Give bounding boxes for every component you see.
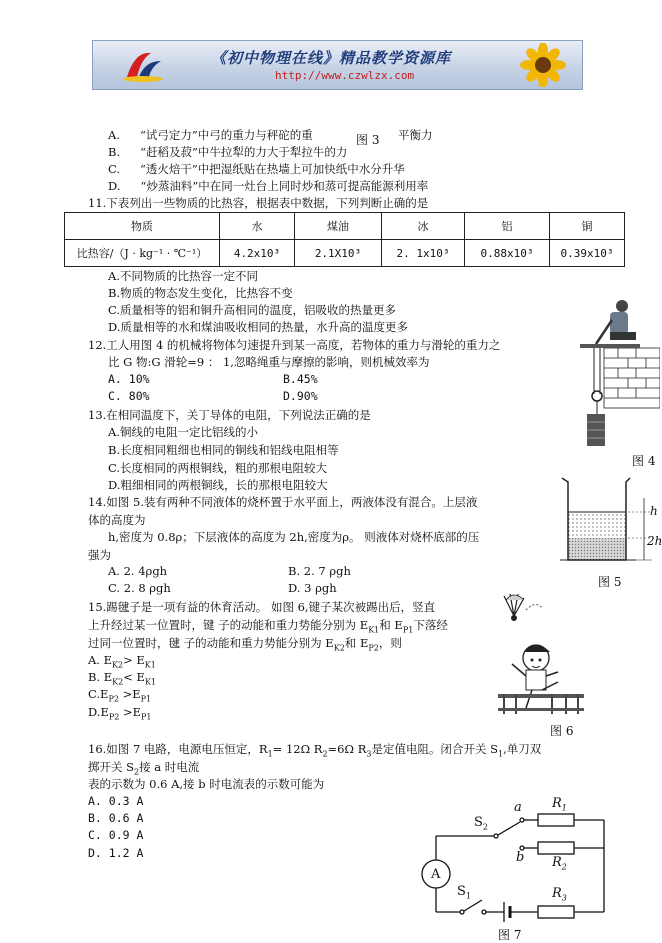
- table-header-cell: 铜: [550, 213, 625, 240]
- q15-option-d: $D.E_{P2} >E_{P1}$: [88, 705, 152, 722]
- table-cell: 2.1X10³: [295, 240, 382, 267]
- q13-option-a: A.铜线的电阻一定比铝线的小: [108, 425, 258, 439]
- q12-stem-line2: 比 G 物:G 滑轮=9 ： 1,忽略绳重与摩擦的影响，则机械效率为: [108, 355, 430, 369]
- q14-option-c: C. 2. 8 ρgh: [108, 581, 171, 595]
- fig5-2h-label: 2h: [647, 534, 662, 548]
- q12-option-c: C. 80%: [108, 389, 150, 403]
- q16-stem-line1: 16.如图 7 电路，电源电压恒定，$R_1= 12\Omega$ $R_2=6\Omega$ $R_3$是定值电阻。闭合开关 $S_1$,单刀双: [88, 742, 542, 759]
- table-cell: 4.2x10³: [220, 240, 295, 267]
- fig3-label: 图 3: [356, 133, 380, 147]
- q13-option-d: D.粗细相同的两根铜线，长的那根电阻较大: [108, 478, 328, 492]
- q16-stem-line3: 表的示数为 0.6 A,接 b 时电流表的示数可能为: [88, 777, 325, 791]
- q11-option-a: A.不同物质的比热容一定不同: [108, 269, 258, 283]
- ammeter-label: A: [431, 867, 441, 882]
- q11-option-b: B.物质的物态发生变化，比热容不变: [108, 286, 293, 300]
- q15-option-c: $C.E_{P2} >E_{P1}$: [88, 687, 152, 704]
- q12-option-a: A. 10%: [108, 372, 150, 386]
- resistor-r2-label: $R_2$: [552, 855, 567, 872]
- table-header-cell: 物质: [65, 213, 220, 240]
- q14-stem-line3: h,密度为 0.8ρ；下层液体的高度为 2h,密度为ρ。 则液体对烧杯底部的压: [108, 530, 480, 544]
- fig5-beaker-diagram: [556, 474, 660, 568]
- q14-option-a: A. 2. 4ρgh: [108, 564, 168, 578]
- table-header-cell: 铝: [465, 213, 550, 240]
- q11-option-d: D.质量相等的水和煤油吸收相同的热量，水升高的温度更多: [108, 320, 408, 334]
- q10-option-b: B. “赶稻及菽”中牛拉犁的力大于犁拉牛的力: [108, 145, 348, 159]
- q16-option-c: C. 0.9 A: [88, 828, 144, 842]
- q15-stem-line2: 上升经过某一位置时，键 子的动能和重力势能分别为 $E_{K1}$和 $E_{P1}$下落经: [88, 618, 448, 635]
- fig7-circuit-diagram: [420, 798, 620, 936]
- table-header-row: [65, 213, 625, 240]
- fig5-label: 图 5: [598, 575, 622, 589]
- table-header-cell: 煤油: [295, 213, 382, 240]
- q12-stem-line1: 12.工人用图 4 的机械将物体匀速提升到某一高度，若物体的重力与滑轮的重力之: [88, 338, 501, 352]
- q16-stem-line2: 掷开关 $S_2$接 a 时电流: [88, 760, 200, 777]
- q12-option-d: D.90%: [283, 389, 318, 403]
- q14-stem-line2: 体的高度为: [88, 513, 146, 527]
- q15-stem-line3: 过同一位置时，毽 子的动能和重力势能分别为 $E_{K2}$和 $E_{P2}$，则: [88, 636, 402, 653]
- q10-option-c: C. “透火焙干”中把湿纸贴在热墙上可加快纸中水分升华: [108, 162, 405, 176]
- q15-option-a: A. $E_{K2}> E_{K1}$: [88, 653, 156, 670]
- q13-option-b: B.长度相同粗细也相同的铜线和铝线电阻相等: [108, 443, 339, 457]
- q13-stem: 13.在相同温度下，关丁导体的电阻，下列说法正确的是: [88, 408, 371, 422]
- terminal-b-label: b: [516, 850, 525, 865]
- sunflower-icon: [511, 43, 575, 87]
- q15-option-b: B. $E_{K2}< E_{K1}$: [88, 670, 157, 687]
- q14-option-b: B. 2. 7 ρgh: [288, 564, 351, 578]
- q14-stem-line1: 14.如图 5.装有两种不同液体的烧杯置于水平面上，两液体没有混合。上层液: [88, 495, 478, 509]
- table-cell: 2. 1x10³: [382, 240, 465, 267]
- banner-title: 《初中物理在线》精品教学资源库: [211, 49, 452, 67]
- resistor-r3-label: $R_3$: [552, 886, 567, 903]
- fig6-shuttlecock-illustration: [496, 590, 586, 720]
- table-header-cell: 水: [220, 213, 295, 240]
- q15-stem-line1: 15.踢毽子是一项有益的休育活动。 如图 6,键子某次被踢出后，竖直: [88, 600, 436, 614]
- fig4-label: 图 4: [632, 454, 656, 468]
- table-cell: 0.39x10³: [550, 240, 625, 267]
- q16-option-b: B. 0.6 A: [88, 811, 144, 825]
- q11-stem: 11.下表列出一些物质的比热容，根据表中数据，下列判断止确的是: [88, 196, 429, 210]
- site-logo-icon: [121, 47, 165, 83]
- switch-s1-label: $S_1$: [457, 884, 471, 901]
- q16-option-d: D. 1.2 A: [88, 846, 144, 860]
- q10-option-d: D. “炒蒸油料”中在同一灶台上同时炒和蒸可提高能源利用率: [108, 179, 429, 193]
- table-header-cell: 冰: [382, 213, 465, 240]
- fig5-h-label: h: [650, 504, 658, 518]
- fig4-pulley-illustration: [570, 298, 660, 450]
- q16-option-a: A. 0.3 A: [88, 794, 144, 808]
- q10-option-a: A. “试弓定力”中弓的重力与秤砣的重: [108, 128, 313, 142]
- q10-option-a-tail: 平衡力: [398, 128, 433, 142]
- terminal-a-label: a: [514, 800, 522, 815]
- table-row: [65, 240, 625, 267]
- q13-option-c: C.长度相同的两根铜线，粗的那根电阻较大: [108, 461, 328, 475]
- switch-s2-label: $S_2$: [474, 815, 488, 832]
- fig6-label: 图 6: [550, 724, 574, 738]
- q14-stem-line4: 强为: [88, 548, 111, 562]
- specific-heat-table: [64, 212, 625, 267]
- fig7-label: 图 7: [498, 928, 522, 942]
- q12-option-b: B.45%: [283, 372, 318, 386]
- banner-url[interactable]: http://www.czwlzx.com: [275, 69, 415, 82]
- table-row-label: 比热容/（J · kg⁻¹ · ℃⁻¹）: [65, 240, 220, 267]
- table-cell: 0.88x10³: [465, 240, 550, 267]
- header-banner: [92, 40, 583, 90]
- q14-option-d: D. 3 ρgh: [288, 581, 337, 595]
- resistor-r1-label: $R_1$: [552, 796, 567, 813]
- q11-option-c: C.质量相等的铝和铜升高相同的温度，铝吸收的热量更多: [108, 303, 397, 317]
